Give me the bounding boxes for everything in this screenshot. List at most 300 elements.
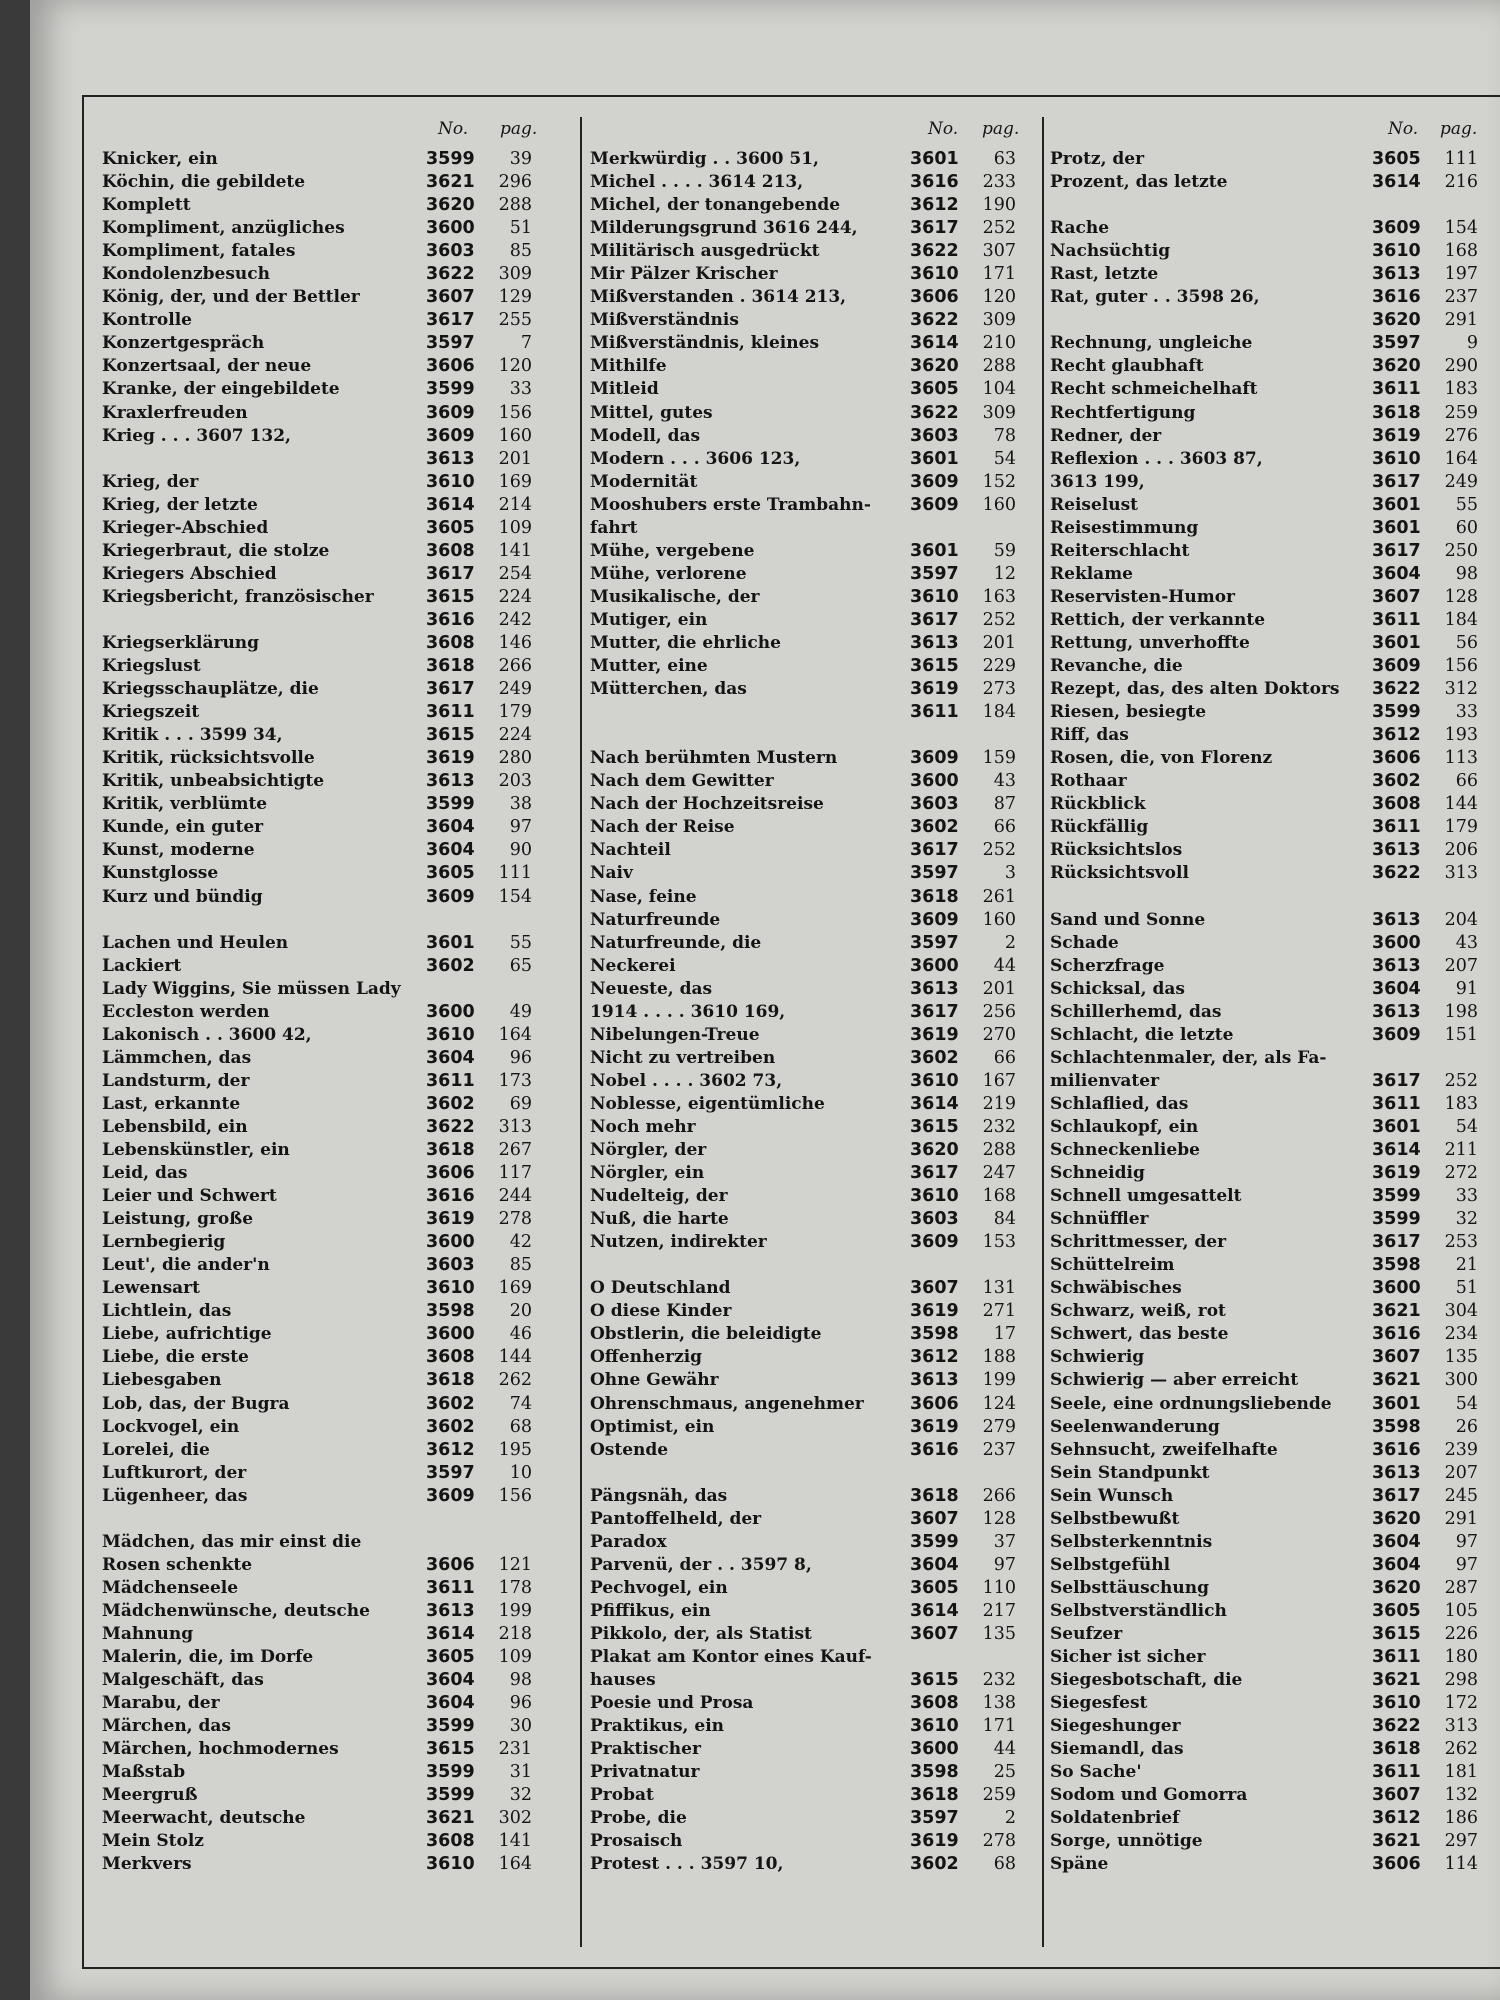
index-entry: [102, 771, 570, 794]
entry-page: 151: [1444, 1024, 1478, 1045]
entry-title: Nach der Reise: [590, 817, 735, 838]
entry-page: 87: [993, 794, 1016, 815]
entry-title: Nörgler, der: [590, 1140, 707, 1161]
index-entry: [590, 1278, 1038, 1301]
entry-page: 128: [1444, 586, 1478, 607]
entry-page: 261: [982, 886, 1016, 907]
entry-number: 3609: [910, 748, 959, 769]
index-entry: [1050, 702, 1494, 725]
index-entry: [102, 1370, 570, 1393]
index-entry: [590, 840, 1038, 863]
entry-title: Pikkolo, der, als Statist: [590, 1624, 812, 1644]
entry-page: 46: [509, 1324, 532, 1345]
index-entry: [590, 702, 1038, 725]
entry-title: Liebe, aufrichtige: [102, 1324, 272, 1345]
entry-title: Selbstgefühl: [1050, 1554, 1171, 1575]
index-entry: [102, 794, 570, 817]
entry-number: 3599: [426, 794, 475, 815]
entry-title: Lady Wiggins, Sie müssen Lady: [102, 978, 401, 999]
entry-page: 259: [1444, 402, 1478, 423]
index-entry: [102, 1785, 570, 1808]
index-entry: [1050, 1209, 1494, 1232]
entry-title: Schnüffler: [1050, 1209, 1149, 1230]
entry-title: Ohne Gewähr: [590, 1370, 719, 1391]
index-entry: [102, 1347, 570, 1370]
index-entry: [1050, 887, 1494, 910]
entry-number: 3617: [426, 563, 475, 584]
entry-number: 3603: [910, 425, 959, 446]
entry-page: 245: [1444, 1485, 1478, 1506]
entry-page: 239: [1444, 1439, 1478, 1460]
entry-number: 3600: [1372, 932, 1421, 953]
entry-title: Noblesse, eigentümliche: [590, 1093, 825, 1114]
entry-number: 3600: [910, 771, 959, 792]
entry-page: 7: [520, 333, 532, 354]
entry-page: 183: [1444, 1093, 1478, 1114]
header-no: No.: [928, 119, 959, 139]
entry-title: Prozent, das letzte: [1050, 172, 1228, 193]
entry-number: 3599: [1372, 702, 1421, 723]
entry-title: Sand und Sonne: [1050, 909, 1206, 930]
index-entry: [102, 1463, 570, 1486]
entry-page: 114: [1444, 1854, 1478, 1875]
entry-page: 267: [498, 1140, 532, 1161]
index-entry: [590, 1440, 1038, 1463]
entry-title: Lorelei, die: [102, 1439, 210, 1460]
entry-page: 10: [509, 1462, 532, 1483]
entry-title: Rettich, der verkannte: [1050, 609, 1266, 630]
entry-title: Reiterschlacht: [1050, 540, 1190, 561]
index-entry: [590, 656, 1038, 679]
entry-number: 3605: [910, 1577, 959, 1598]
entry-number: 3611: [426, 1070, 475, 1091]
entry-page: 43: [993, 771, 1016, 792]
entry-page: 173: [498, 1070, 532, 1091]
entry-page: 199: [498, 1600, 532, 1621]
entry-number: 3618: [910, 886, 959, 907]
entry-page: 255: [498, 310, 532, 331]
entry-number: 3621: [1372, 1670, 1421, 1691]
index-entry: [590, 1624, 1038, 1647]
entry-page: 168: [982, 1186, 1016, 1207]
index-entry: [1050, 1025, 1494, 1048]
entry-page: 85: [509, 241, 532, 262]
index-column-2: [590, 117, 1038, 1937]
index-entry: [1050, 656, 1494, 679]
entry-number: 3610: [910, 1716, 959, 1737]
index-entry: [590, 1808, 1038, 1831]
index-entry: [590, 979, 1038, 1002]
entry-title: 1914 . . . . 3610 169,: [590, 1001, 786, 1022]
entry-page: 104: [982, 379, 1016, 400]
entry-number: 3611: [1372, 379, 1421, 400]
entry-title: Nobel . . . . 3602 73,: [590, 1070, 783, 1091]
entry-page: 199: [982, 1370, 1016, 1391]
entry-page: 216: [1444, 172, 1478, 193]
entry-page: 160: [982, 909, 1016, 930]
entry-page: 201: [982, 978, 1016, 999]
entry-title: Praktikus, ein: [590, 1716, 725, 1737]
entry-title: Kunde, ein guter: [102, 817, 264, 838]
entry-title: Schlachtenmaler, der, als Fa-: [1050, 1047, 1327, 1068]
entry-number: 3611: [1372, 1762, 1421, 1783]
entry-title: Kriegsbericht, französischer: [102, 586, 374, 607]
entry-page: 120: [498, 356, 532, 377]
entry-page: 207: [1444, 1462, 1478, 1483]
entry-page: 169: [498, 1278, 532, 1299]
entry-page: 249: [498, 679, 532, 700]
entry-number: 3611: [426, 702, 475, 723]
index-entry: [102, 518, 570, 541]
entry-page: 105: [1444, 1600, 1478, 1621]
entry-number: 3620: [1372, 1577, 1421, 1598]
entry-number: 3613: [910, 632, 959, 653]
entry-page: 298: [1444, 1670, 1478, 1691]
entry-page: 184: [982, 702, 1016, 723]
index-entry: [102, 887, 570, 910]
entry-page: 254: [498, 563, 532, 584]
entry-page: 138: [982, 1693, 1016, 1714]
entry-title: Lackiert: [102, 955, 182, 976]
entry-page: 252: [1444, 1070, 1478, 1091]
entry-title: Naturfreunde, die: [590, 932, 762, 953]
column-divider: [1042, 117, 1044, 1947]
entry-page: 54: [993, 448, 1016, 469]
entry-number: 3613: [910, 1370, 959, 1391]
entry-page: 42: [509, 1232, 532, 1253]
entry-title: Kritik . . . 3599 34,: [102, 725, 283, 746]
entry-number: 3609: [910, 909, 959, 930]
entry-page: 135: [1444, 1347, 1478, 1368]
entry-number: 3614: [910, 1093, 959, 1114]
entry-page: 68: [509, 1416, 532, 1437]
entry-title: Schlacht, die letzte: [1050, 1024, 1234, 1045]
index-entry: [102, 656, 570, 679]
entry-number: 3608: [426, 540, 475, 561]
entry-number: 3609: [426, 1485, 475, 1506]
index-entry: [590, 472, 1038, 495]
index-entry: [590, 1025, 1038, 1048]
entry-page: 144: [1444, 794, 1478, 815]
entry-page: 163: [982, 586, 1016, 607]
entry-page: 276: [1444, 425, 1478, 446]
entry-page: 132: [1444, 1785, 1478, 1806]
entry-title: Lebensbild, ein: [102, 1116, 248, 1137]
index-entry: [590, 1785, 1038, 1808]
entry-number: 3600: [426, 1324, 475, 1345]
entry-number: 3607: [910, 1278, 959, 1299]
index-entry: [590, 287, 1038, 310]
entry-page: 54: [1455, 1116, 1478, 1137]
entry-title: Mädchenseele: [102, 1577, 239, 1598]
index-entry: [1050, 679, 1494, 702]
entry-page: 271: [982, 1301, 1016, 1322]
entry-page: 146: [498, 632, 532, 653]
entry-title: Riesen, besiegte: [1050, 702, 1207, 723]
entry-title: Mutter, eine: [590, 656, 708, 677]
entry-page: 256: [982, 1001, 1016, 1022]
index-entry: [590, 1370, 1038, 1393]
entry-title: König, der, und der Bettler: [102, 287, 360, 308]
entry-page: 21: [1455, 1255, 1478, 1276]
entry-number: 3600: [426, 218, 475, 239]
entry-number: 3619: [910, 679, 959, 700]
index-entry: [1050, 840, 1494, 863]
entry-title: Schicksal, das: [1050, 978, 1185, 999]
index-entry: [1050, 287, 1494, 310]
entry-title: Eccleston werden: [102, 1001, 270, 1022]
entry-number: 3597: [910, 932, 959, 953]
entry-page: 313: [1444, 1716, 1478, 1737]
entry-page: 179: [1444, 817, 1478, 838]
entry-number: 3601: [910, 540, 959, 561]
entry-page: 278: [498, 1209, 532, 1230]
entry-number: 3608: [426, 632, 475, 653]
index-entry: [1050, 1002, 1494, 1025]
entry-page: 231: [498, 1739, 532, 1760]
entry-page: 111: [498, 863, 532, 884]
entry-number: 3608: [426, 1347, 475, 1368]
index-entry: [102, 1739, 570, 1762]
entry-title: Köchin, die gebildete: [102, 172, 306, 193]
entry-page: 97: [509, 817, 532, 838]
entry-title: Krieg . . . 3607 132,: [102, 425, 291, 446]
entry-number: 3613: [1372, 1462, 1421, 1483]
index-entry: [102, 379, 570, 402]
entry-number: 3599: [426, 1785, 475, 1806]
index-entry: [590, 195, 1038, 218]
entry-page: 33: [1455, 1186, 1478, 1207]
index-entry: [590, 1739, 1038, 1762]
entry-title: Milderungsgrund 3616 244,: [590, 218, 858, 239]
entry-title: Seelenwanderung: [1050, 1416, 1220, 1437]
entry-number: 3617: [1372, 1232, 1421, 1253]
entry-number: 3613: [1372, 1001, 1421, 1022]
index-entry: [590, 218, 1038, 241]
index-entry: [1050, 1186, 1494, 1209]
entry-title: Nach berühmten Mustern: [590, 748, 838, 769]
index-entry: [590, 449, 1038, 472]
entry-number: 3606: [426, 1163, 475, 1184]
entry-number: 3613: [910, 978, 959, 999]
entry-title: Redner, der: [1050, 425, 1162, 446]
index-entry: [590, 1532, 1038, 1555]
entry-page: 120: [982, 287, 1016, 308]
index-entry: [1050, 472, 1494, 495]
index-entry: [102, 956, 570, 979]
entry-title: Schrittmesser, der: [1050, 1232, 1227, 1253]
entry-page: 291: [1444, 1508, 1478, 1529]
index-frame: [82, 95, 1500, 1969]
entry-title: Marabu, der: [102, 1693, 220, 1714]
entry-title: Schlaflied, das: [1050, 1093, 1189, 1114]
entry-title: Mahnung: [102, 1624, 194, 1644]
index-entry: [1050, 1808, 1494, 1831]
entry-number: 3607: [426, 287, 475, 308]
header-no: No.: [1388, 119, 1419, 139]
entry-title: Malgeschäft, das: [102, 1670, 264, 1691]
entry-page: 206: [1444, 840, 1478, 861]
entry-page: 307: [982, 241, 1016, 262]
entry-page: 300: [1444, 1370, 1478, 1391]
entry-title: Lob, das, der Bugra: [102, 1393, 290, 1414]
index-entry: [102, 633, 570, 656]
entry-title: Last, erkannte: [102, 1093, 241, 1114]
entry-title: Merkwürdig . . 3600 51,: [590, 149, 819, 169]
entry-number: 3619: [1372, 1163, 1421, 1184]
entry-title: Michel, der tonangebende: [590, 195, 841, 216]
index-entry: [102, 587, 570, 610]
index-entry: [102, 149, 570, 172]
index-entry: [102, 1762, 570, 1785]
entry-number: 3618: [910, 1785, 959, 1806]
index-entry: [590, 1693, 1038, 1716]
entry-number: 3605: [910, 379, 959, 400]
index-entry: [1050, 1301, 1494, 1324]
index-entry: [102, 1278, 570, 1301]
entry-title: Rechnung, ungleiche: [1050, 333, 1253, 354]
entry-title: Nach dem Gewitter: [590, 771, 774, 792]
entry-number: 3618: [910, 1485, 959, 1506]
entry-title: Sein Standpunkt: [1050, 1462, 1210, 1483]
index-entry: [590, 379, 1038, 402]
entry-page: 85: [509, 1255, 532, 1276]
entry-title: Seele, eine ordnungsliebende: [1050, 1393, 1332, 1414]
index-entry: [1050, 910, 1494, 933]
entry-number: 3622: [1372, 1716, 1421, 1737]
entry-title: Rat, guter . . 3598 26,: [1050, 287, 1260, 308]
entry-number: 3598: [426, 1301, 475, 1322]
index-entry: [102, 1094, 570, 1117]
entry-page: 55: [509, 932, 532, 953]
index-entry: [590, 1670, 1038, 1693]
index-entry: [1050, 333, 1494, 356]
entry-title: Rückblick: [1050, 794, 1146, 815]
entry-page: 232: [982, 1670, 1016, 1691]
entry-title: Kondolenzbesuch: [102, 264, 270, 285]
entry-number: 3613: [1372, 955, 1421, 976]
index-entry: [102, 1509, 570, 1532]
index-entry: [590, 1301, 1038, 1324]
entry-page: 39: [509, 149, 532, 169]
entry-number: 3610: [426, 1024, 475, 1045]
index-entry: [590, 1163, 1038, 1186]
index-entry: [102, 1854, 570, 1877]
entry-number: 3606: [426, 1554, 475, 1575]
entry-title: Schillerhemd, das: [1050, 1001, 1222, 1022]
entry-title: Schüttelreim: [1050, 1255, 1175, 1276]
index-entry: [102, 748, 570, 771]
entry-title: Probat: [590, 1785, 654, 1806]
entry-title: Kritik, verblümte: [102, 794, 268, 815]
index-entry: [590, 1071, 1038, 1094]
entry-number: 3610: [426, 1278, 475, 1299]
entry-number: 3597: [1372, 333, 1421, 354]
entry-title: Nach der Hochzeitsreise: [590, 794, 824, 815]
index-entry: [1050, 356, 1494, 379]
index-entry: [590, 403, 1038, 426]
entry-title: Kritik, unbeabsichtigte: [102, 771, 325, 792]
entry-title: Krieg, der letzte: [102, 494, 258, 515]
entry-title: Recht glaubhaft: [1050, 356, 1204, 377]
index-entry: [1050, 541, 1494, 564]
index-entry: [1050, 1417, 1494, 1440]
entry-title: Mir Pälzer Krischer: [590, 264, 778, 285]
entry-page: 17: [993, 1324, 1016, 1345]
entry-title: Parvenü, der . . 3597 8,: [590, 1554, 812, 1575]
entry-page: 160: [982, 494, 1016, 515]
entry-number: 3604: [1372, 1531, 1421, 1552]
entry-page: 198: [1444, 1001, 1478, 1022]
index-entry: [1050, 1716, 1494, 1739]
index-entry: [590, 1417, 1038, 1440]
entry-page: 49: [509, 1001, 532, 1022]
entry-page: 279: [982, 1416, 1016, 1437]
entry-number: 3613: [426, 1600, 475, 1621]
entry-title: Selbsttäuschung: [1050, 1577, 1209, 1598]
entry-title: Mühe, vergebene: [590, 540, 755, 561]
index-entry: [1050, 748, 1494, 771]
index-entry: [1050, 426, 1494, 449]
header-no: No.: [438, 119, 469, 139]
entry-page: 2: [1004, 1808, 1016, 1829]
index-entry: [1050, 1440, 1494, 1463]
entry-number: 3599: [426, 1716, 475, 1737]
entry-title: Luftkurort, der: [102, 1462, 247, 1483]
entry-title: Lockvogel, ein: [102, 1416, 240, 1437]
entry-page: 54: [1455, 1393, 1478, 1414]
entry-number: 3599: [910, 1531, 959, 1552]
entry-page: 37: [993, 1531, 1016, 1552]
entry-page: 135: [982, 1624, 1016, 1644]
index-entry: [1050, 1601, 1494, 1624]
entry-number: 3612: [1372, 725, 1421, 746]
entry-page: 43: [1455, 932, 1478, 953]
entry-title: Probe, die: [590, 1808, 687, 1829]
index-entry: [102, 1555, 570, 1578]
entry-page: 97: [1455, 1554, 1478, 1575]
index-entry: [1050, 1831, 1494, 1854]
index-entry: [102, 1532, 570, 1555]
entry-page: 204: [1444, 909, 1478, 930]
entry-page: 229: [982, 656, 1016, 677]
index-entry: [1050, 1670, 1494, 1693]
entry-title: Reflexion . . . 3603 87,: [1050, 448, 1263, 469]
entry-number: 3602: [910, 817, 959, 838]
entry-title: Selbstverständlich: [1050, 1600, 1227, 1621]
index-entry: [1050, 817, 1494, 840]
index-entry: [590, 426, 1038, 449]
entry-title: Mißverstanden . 3614 213,: [590, 287, 847, 308]
entry-number: 3618: [1372, 1739, 1421, 1760]
index-entry: [590, 1394, 1038, 1417]
entry-number: 3606: [1372, 1854, 1421, 1875]
entry-number: 3606: [426, 356, 475, 377]
entry-page: 66: [993, 817, 1016, 838]
index-entry: [102, 979, 570, 1002]
entry-page: 164: [498, 1854, 532, 1875]
entry-title: Protz, der: [1050, 149, 1145, 169]
entry-page: 156: [498, 402, 532, 423]
entry-title: Märchen, das: [102, 1716, 231, 1737]
entry-number: 3610: [426, 471, 475, 492]
header-pag: pag.: [1440, 119, 1478, 139]
index-entry: [1050, 1255, 1494, 1278]
entry-number: 3609: [426, 402, 475, 423]
entry-number: 3601: [426, 932, 475, 953]
index-entry: [102, 310, 570, 333]
entry-page: 237: [1444, 287, 1478, 308]
